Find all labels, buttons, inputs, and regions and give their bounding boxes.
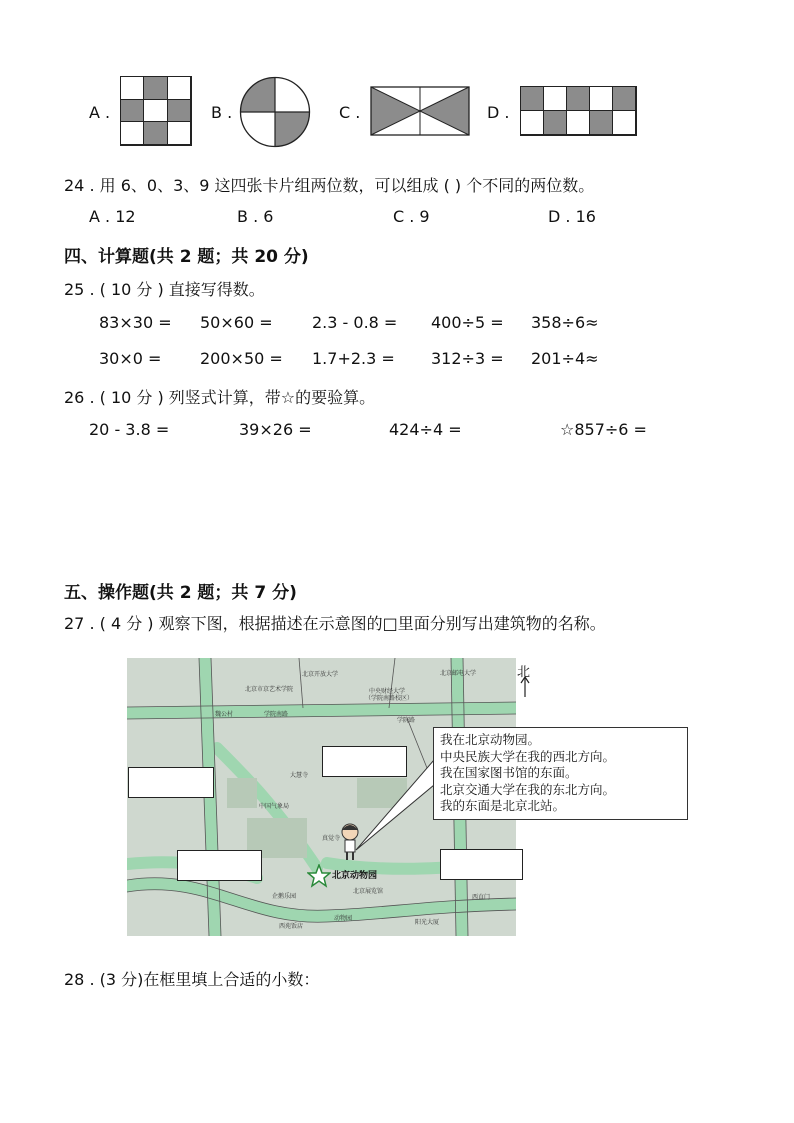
map-label: 北京开放大学 [302, 671, 339, 678]
map-label: 西苑饭店 [279, 923, 304, 930]
map-label: 北京市京艺术学院 [245, 686, 294, 693]
map-label: 学院路 [397, 717, 416, 724]
zoo-star-icon [307, 864, 331, 888]
map-label: 真觉寺 [322, 835, 341, 842]
map-label: 西直门 [472, 894, 491, 901]
figure-c-rectangle [370, 86, 470, 136]
map-label: 动物园 [334, 915, 353, 922]
section-5-heading: 五、操作题(共 2 题；共 7 分) [64, 583, 297, 603]
q25-item: 201÷4≈ [531, 349, 599, 368]
callout-pointer [350, 755, 440, 855]
callout-line: 中央民族大学在我的西北方向。 [440, 748, 616, 764]
question-25-stem: 25 . ( 10 分 ) 直接写得数。 [64, 280, 265, 299]
figure-b-circle [239, 76, 311, 148]
q25-item: 83×30 = [99, 313, 172, 332]
option-b-label: B . [211, 103, 233, 122]
map-callout [433, 727, 688, 820]
answer-box-northwest[interactable] [128, 767, 214, 798]
q24-option-d: D . 16 [548, 207, 596, 226]
map-label: 中央财经大学 [369, 688, 406, 695]
q25-item: 30×0 = [99, 349, 162, 368]
north-arrow-icon [520, 676, 530, 698]
answer-box-west[interactable] [177, 850, 262, 881]
figure-a-checkerboard [120, 76, 192, 146]
map-label: 魏公村 [215, 711, 234, 718]
map-label: 学院南路 [264, 711, 289, 718]
q26-item: ☆857÷6 = [560, 420, 647, 439]
map-label: 北京邮电大学 [440, 670, 477, 677]
q26-item: 39×26 = [239, 420, 312, 439]
answer-box-east[interactable] [440, 849, 523, 880]
map-label: （学院南路校区） [365, 695, 414, 702]
q25-item: 312÷3 = [431, 349, 504, 368]
option-d-label: D . [487, 103, 510, 122]
question-28-stem: 28 . (3 分)在框里填上合适的小数： [64, 970, 320, 989]
option-c-label: C . [339, 103, 361, 122]
q25-item: 50×60 = [200, 313, 273, 332]
q25-item: 400÷5 = [431, 313, 504, 332]
question-27-stem: 27 . ( 4 分 ) 观察下图，根据描述在示意图的□里面分别写出建筑物的名称。 [64, 614, 606, 633]
map-label: 北京展览馆 [353, 888, 384, 895]
q24-option-a: A . 12 [89, 207, 136, 226]
map-label: 大慧寺 [290, 772, 309, 779]
question-26-stem: 26 . ( 10 分 ) 列竖式计算，带☆的要验算。 [64, 388, 376, 407]
callout-line: 我的东面是北京北站。 [440, 798, 566, 813]
q25-item: 200×50 = [200, 349, 283, 368]
q26-item: 424÷4 = [389, 420, 462, 439]
zoo-label: 北京动物园 [332, 871, 378, 881]
callout-line: 我在国家图书馆的东面。 [440, 765, 578, 780]
map-label: 企鹅乐园 [272, 893, 297, 900]
q25-item: 2.3 - 0.8 = [312, 313, 398, 332]
q26-item: 20 - 3.8 = [89, 420, 170, 439]
figure-d-grid [520, 86, 637, 136]
north-label: 北 [517, 665, 531, 680]
callout-line: 北京交通大学在我的东北方向。 [440, 781, 616, 797]
q24-option-b: B . 6 [237, 207, 274, 226]
q25-item: 358÷6≈ [531, 313, 599, 332]
section-4-heading: 四、计算题(共 2 题；共 20 分) [64, 247, 309, 267]
question-24-stem: 24 . 用 6、0、3、9 这四张卡片组两位数，可以组成 ( ) 个不同的两位数。 [64, 176, 595, 195]
option-a-label: A . [89, 103, 111, 122]
q24-option-c: C . 9 [393, 207, 430, 226]
map-label: 阳光大厦 [415, 919, 440, 926]
map-label: 中国气象局 [259, 803, 290, 810]
q25-item: 1.7+2.3 = [312, 349, 395, 368]
callout-line: 我在北京动物园。 [440, 732, 541, 747]
